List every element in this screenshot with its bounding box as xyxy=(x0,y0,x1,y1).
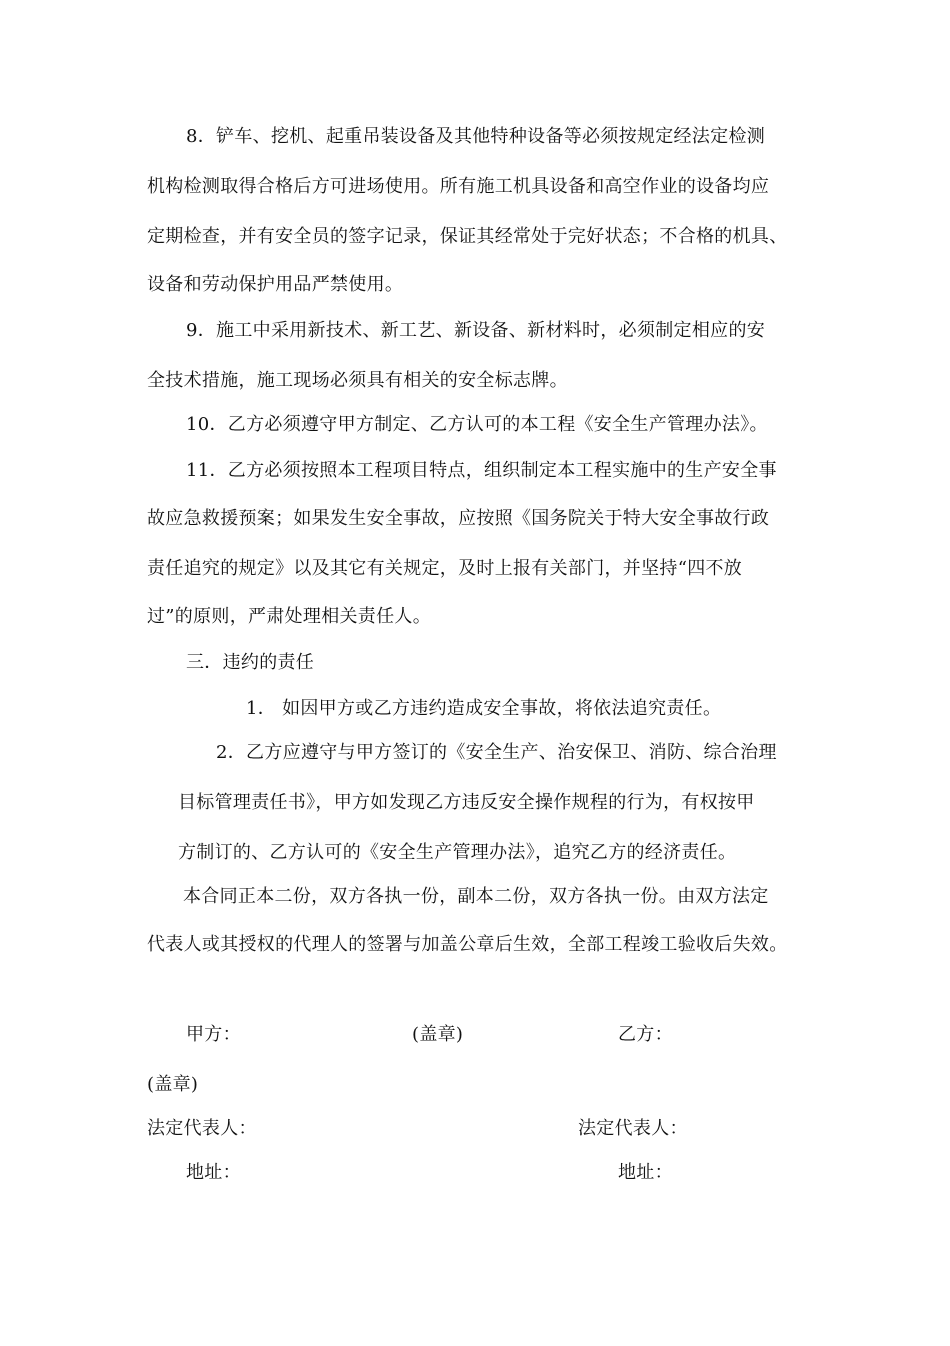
clause-11-line-3: 责任追究的规定》以及其它有关规定，及时上报有关部门，并坚持“四不放 xyxy=(147,558,743,579)
closing-line-2: 代表人或其授权的代理人的签署与加盖公章后生效，全部工程竣工验收后失效。 xyxy=(147,934,788,955)
section-3-item-1: 1． 如因甲方或乙方违约造成安全事故，将依法追究责任。 xyxy=(246,698,722,719)
section-3-heading: 三．违约的责任 xyxy=(186,652,315,673)
section-3-item-2-line-3: 方制订的、乙方认可的《安全生产管理办法》，追究乙方的经济责任。 xyxy=(178,842,737,863)
party-a-seal: (盖章) xyxy=(412,1024,464,1045)
party-a-representative: 法定代表人： xyxy=(147,1118,257,1139)
clause-11-line-4: 过”的原则，严肃处理相关责任人。 xyxy=(147,606,432,627)
clause-11-line-2: 故应急救援预案；如果发生安全事故，应按照《国务院关于特大安全事故行政 xyxy=(147,508,770,529)
clause-8-line-1: 8．铲车、挖机、起重吊装设备及其他特种设备等必须按规定经法定检测 xyxy=(186,126,766,147)
party-b-seal: (盖章) xyxy=(147,1074,199,1095)
clause-10-line-1: 10．乙方必须遵守甲方制定、乙方认可的本工程《安全生产管理办法》。 xyxy=(186,414,768,435)
party-b-representative: 法定代表人： xyxy=(578,1118,688,1139)
section-3-item-2-line-1: 2．乙方应遵守与甲方签订的《安全生产、治安保卫、消防、综合治理 xyxy=(216,742,777,763)
closing-line-1: 本合同正本二份，双方各执一份，副本二份，双方各执一份。由双方法定 xyxy=(183,886,769,907)
party-b-address: 地址： xyxy=(618,1162,673,1183)
clause-11-line-1: 11．乙方必须按照本工程项目特点，组织制定本工程实施中的生产安全事 xyxy=(186,460,777,481)
clause-8-line-3: 定期检查，并有安全员的签字记录，保证其经常处于完好状态；不合格的机具、 xyxy=(147,226,788,247)
clause-9-line-2: 全技术措施，施工现场必须具有相关的安全标志牌。 xyxy=(147,370,568,391)
party-b-label: 乙方： xyxy=(618,1024,673,1045)
section-3-item-2-line-2: 目标管理责任书》，甲方如发现乙方违反安全操作规程的行为，有权按甲 xyxy=(178,792,755,813)
clause-8-line-2: 机构检测取得合格后方可进场使用。所有施工机具设备和高空作业的设备均应 xyxy=(147,176,770,197)
party-a-label: 甲方： xyxy=(186,1024,241,1045)
party-a-address: 地址： xyxy=(186,1162,241,1183)
clause-9-line-1: 9．施工中采用新技术、新工艺、新设备、新材料时，必须制定相应的安 xyxy=(186,320,766,341)
clause-8-line-4: 设备和劳动保护用品严禁使用。 xyxy=(147,274,404,295)
